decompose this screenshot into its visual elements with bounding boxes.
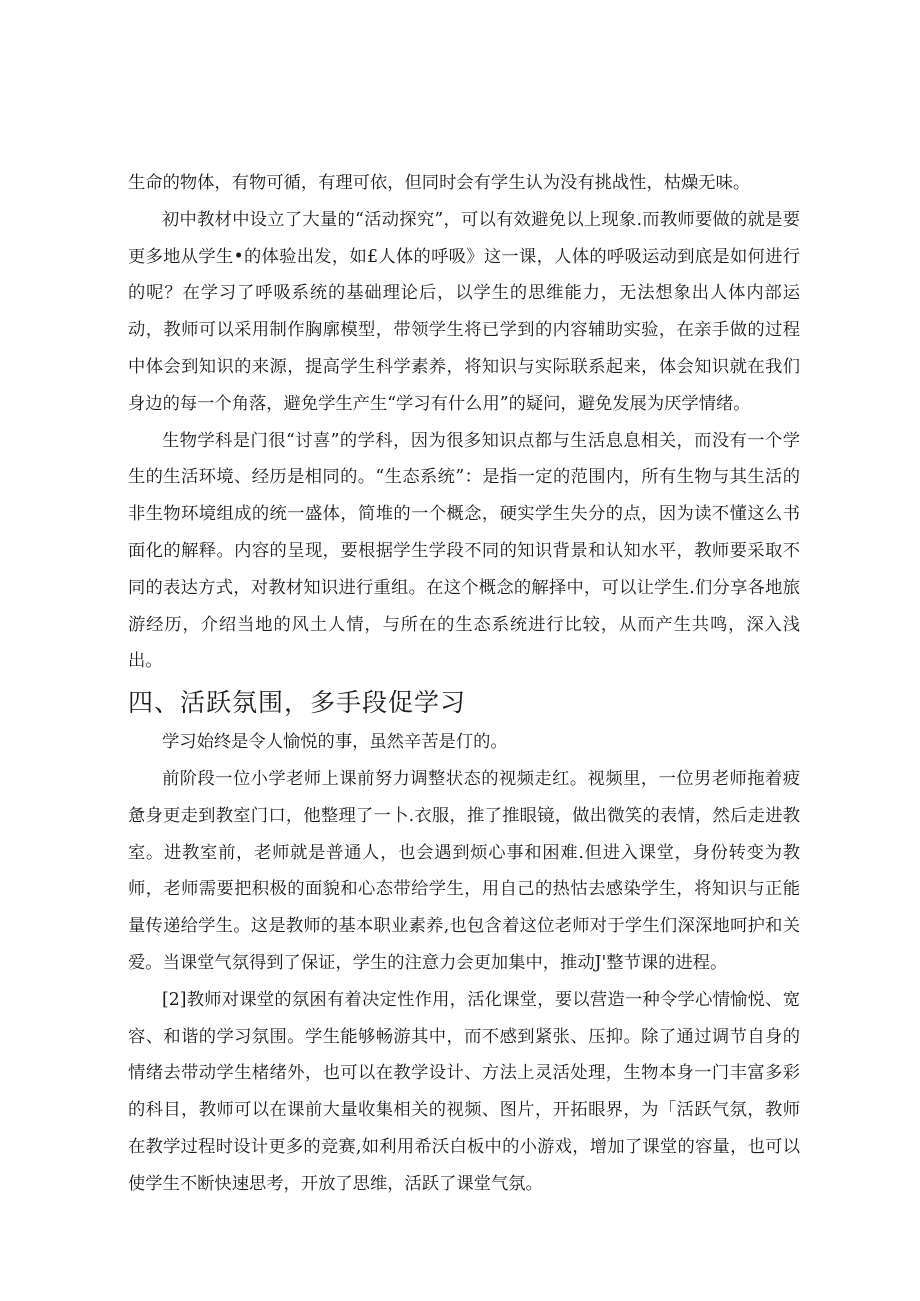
paragraph-continuation: 生命的物体，有物可循，有理可依，但同时会有学生认为没有挑战性，枯燥无味。 bbox=[128, 173, 751, 193]
paragraph-biology-subject: 生物学科是门很“讨喜”的学科，因为很多知识点都与生活息息相关，而没有一个学生的生活环境、经历是相同的。“生态系统”：是指一定的范围内，所有生物与其生活的非生物环境组成的统一盛体，简堆的一个概念，硬实学生失分的点，因为读不懂这么书面化的解释。内容的呈现，要根据学生学段不同的知识背景和认知水平，教师要采取不同的表达方式，对教材知识进行重组。在这个概念的解择中，可以让学生.们分享各地旅游经历，介绍当地的风土人情，与所在的生态系统进行比较，从而产生共鸣，深入浅出。 bbox=[128, 430, 800, 672]
paragraph-teacher-video: 前阶段一位小学老师上课前努力调整状态的视频走红。视频里，一位男老师拖着疲惫身更走到教室门口，他整理了一卜.衣服，推了推眼镜，做出微笑的表情，然后走进教室。进教室前，老师就是普通人，也会遇到烦心事和困难.但进入课堂，身份转变为教师，老师需要把积极的面貌和心态带给学生，用自己的热怙去感染学生，将知识与正能量传递给学生。这是教师的基本职业素养,也包含着这位老师对于学生们深深地呵护和关爱。当课堂气氛得到了保证，学生的注意力会更加集中，推动J'整节课的进程。 bbox=[128, 768, 800, 973]
document-page bbox=[128, 165, 800, 1203]
paragraph-classroom-atmosphere: [2]教师对课堂的氛困有着决定性作用，活化课堂，要以营造一种令学心情愉悦、宽容、和谐的学习氛围。学生能够畅游其中，而不感到紧张、压抑。除了通过调节自身的情绪去带动学生楮绪外，也可以在教学设计、方法上灵活处理，生物本身一门丰富多彩的科目，教师可以在课前大量收集相关的视频、图片，开拓眼界，为「活跃气氛，教师在教学过程时设计更多的竞赛,如利用希沃白板中的小游戏，增加了课堂的容量，也可以使学生不断快速思考，开放了思维，活跃了课堂气氛。 bbox=[128, 989, 800, 1194]
section-heading: 四、活跃氛围，多手段促学习 bbox=[128, 688, 467, 718]
paragraph-activity-inquiry: 初中教材中设立了大量的“活动探究”，可以有效避免以上现象.而教师要做的就是要更多地从学生•的体验出发，如£人体的呼吸》这一课，人体的呼吸运动到底是如何进行的呢？在学习了呼吸系统的基础理论后，以学生的思维能力，无法想象出人体内部运动，教师可以采用制作胸廓模型，带领学生将已学到的内容辅助实验，在亲手做的过程中体会到知识的来源，提高学生科学素养，将知识与实际联系起来，体会知识就在我们身边的每一个角落，避免学生产生“学习有什么用”的疑问，避免发展为厌学情绪。 bbox=[128, 209, 800, 414]
paragraph-learning-joy: 学习始终是令人愉悦的事，虽然辛苦是仃的。 bbox=[162, 732, 508, 753]
